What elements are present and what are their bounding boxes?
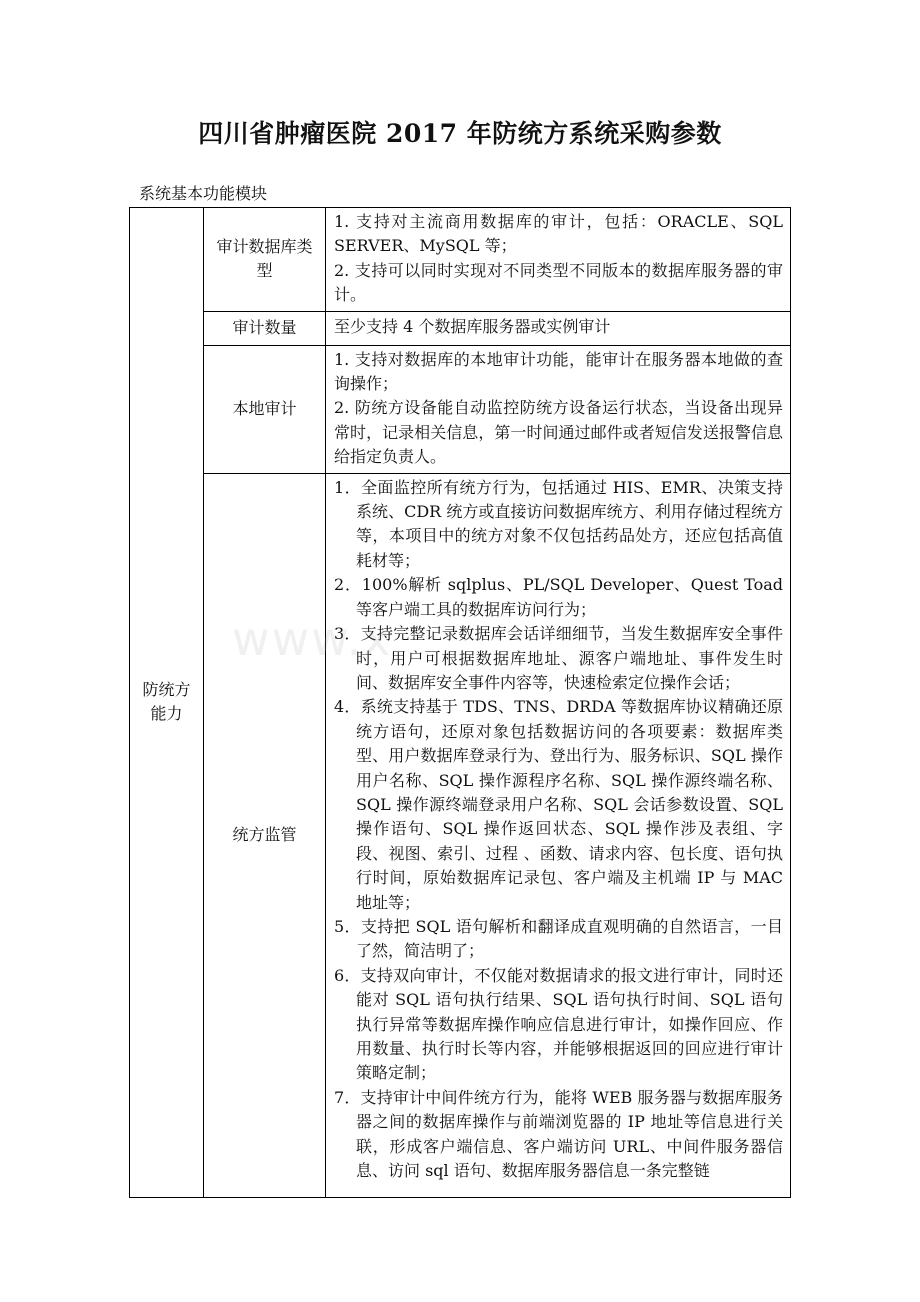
content-paragraph: 7．支持审计中间件统方行为，能将 WEB 服务器与数据库服务器之间的数据库操作与前端浏览器的 IP 地址等信息进行关联，形成客户端信息、客户端访问 URL、中间件服务器信息、访问 sql 语句、数据库服务器信息一条完整链	[334, 1087, 783, 1181]
item-cell: 本地审计	[204, 345, 326, 473]
content-paragraph: 2. 防统方设备能自动监控防统方设备运行状态，当设备出现异常时，记录相关信息，第一时间通过邮件或者短信发送报警信息给指定负责人。	[334, 398, 783, 467]
content-paragraph: 3．支持完整记录数据库会话详细细节，当发生数据库安全事件时，用户可根据数据库地址、源客户端地址、事件发生时间、数据库安全事件内容等，快速检索定位操作会话；	[334, 624, 783, 692]
content-cell	[326, 208, 791, 312]
section-label: 系统基本功能模块	[139, 184, 268, 203]
category-cell: 防统方能力	[130, 208, 204, 1198]
content-cell	[326, 345, 791, 473]
spec-table	[129, 207, 791, 1198]
content-paragraph: 2．100%解析 sqlplus、PL/SQL Developer、Quest Toad 等客户端工具的数据库访问行为；	[334, 575, 783, 619]
table-row	[130, 208, 791, 312]
content-paragraph: 5．支持把 SQL 语句解析和翻译成直观明确的自然语言，一目了然，简洁明了；	[334, 916, 783, 961]
table-row	[130, 311, 791, 345]
item-cell: 统方监管	[204, 473, 326, 1197]
content-paragraph: 4．系统支持基于 TDS、TNS、DRDA 等数据库协议精确还原统方语句，还原对象包括数据访问的各项要素：数据库类型、用户数据库登录行为、登出行为、服务标识、SQL 操作用户名称、SQL 操作源程序名称、SQL 操作源终端名称、SQL 操作源终端登录用户名称、SQL 会话参数设置、SQL 操作语句、SQL 操作返回状态、SQL 操作涉及表组、字段、视图、索引、过程 、函数、请求内容、包长度、语句执行时间，原始数据库记录包、客户端及主机端 IP 与 MAC 地址等；	[334, 697, 783, 912]
table-row	[130, 473, 791, 1197]
item-cell: 审计数据库类型	[204, 208, 326, 312]
content-paragraph: 1. 支持对数据库的本地审计功能，能审计在服务器本地做的查询操作；	[334, 349, 783, 394]
item-cell: 审计数量	[204, 311, 326, 345]
content-cell	[326, 311, 791, 345]
content-paragraph: 1. 支持对主流商用数据库的审计，包括：ORACLE、SQL SERVER、MySQL 等；	[334, 212, 783, 256]
content-paragraph: 2. 支持可以同时实现对不同类型不同版本的数据库服务器的审计。	[334, 260, 783, 305]
watermark: www.x	[232, 612, 393, 666]
table-row	[130, 345, 791, 473]
content-paragraph: 1．全面监控所有统方行为，包括通过 HIS、EMR、决策支持系统、CDR 统方或直接访问数据库统方、利用存储过程统方等，本项目中的统方对象不仅包括药品处方，还应包括高值耗材等；	[334, 477, 783, 570]
content-paragraph: 至少支持 4 个数据库服务器或实例审计	[334, 317, 611, 337]
document-title: 四川省肿瘤医院 2017 年防统方系统采购参数	[198, 119, 722, 148]
content-paragraph: 6．支持双向审计，不仅能对数据请求的报文进行审计，同时还能对 SQL 语句执行结果、SQL 语句执行时间、SQL 语句执行异常等数据库操作响应信息进行审计，如操作回应、作用数量、执行时长等内容，并能够根据返回的回应进行审计策略定制；	[334, 965, 783, 1083]
content-cell	[326, 473, 791, 1197]
